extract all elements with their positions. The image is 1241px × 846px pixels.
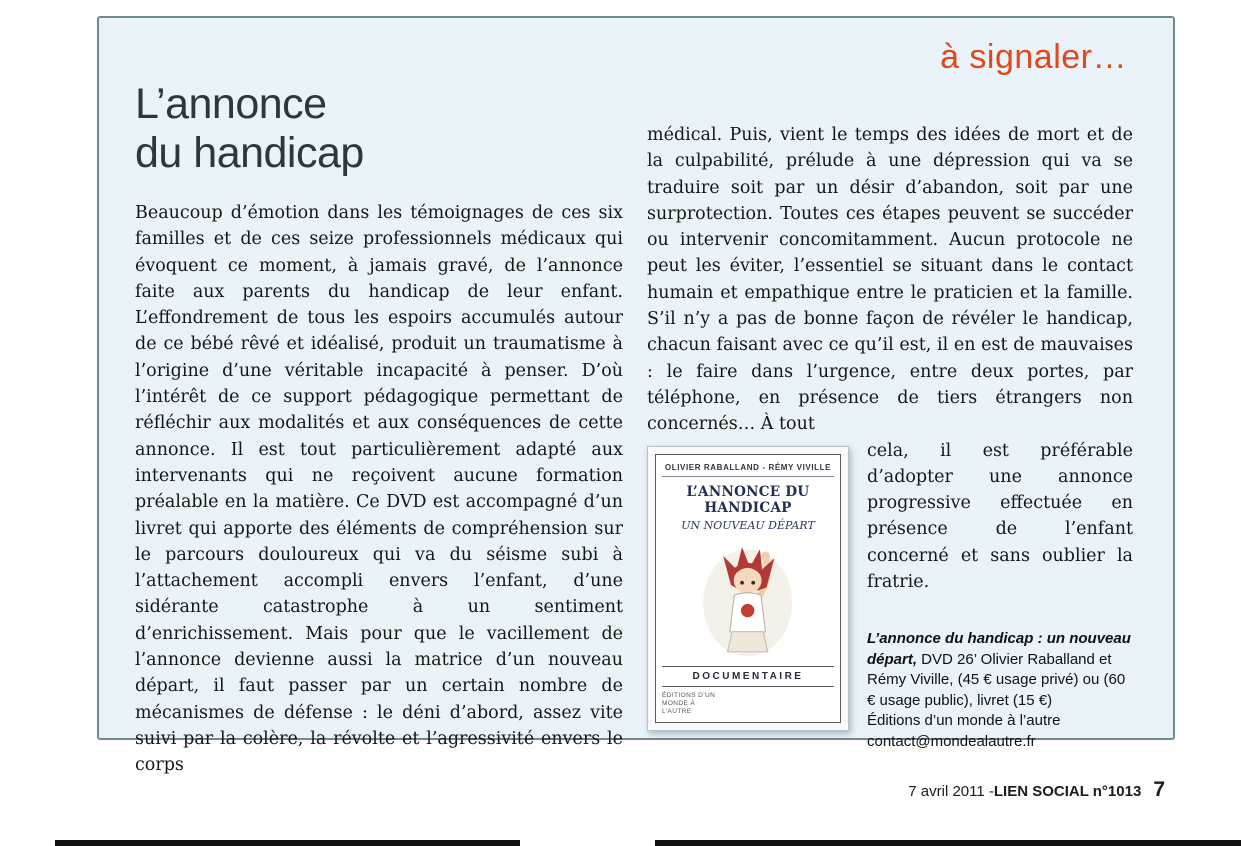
section-label: à signaler… xyxy=(940,38,1127,76)
dvd-cover xyxy=(647,446,849,731)
article-title-line1: L’annonce xyxy=(135,80,327,128)
scan-artifact-left xyxy=(55,840,520,846)
right-column-text-top: médical. Puis, vient le temps des idées de mort et de la culpabilité, prélude à une dépression qui va se traduire soit par un désir d’abandon, soit par une surprotection. Toutes ces étapes peuvent se succéder ou intervenir concomitamment. Aucun protocole ne peut les éviter, l’essentiel se situant dans le contact humain et empathique entre le praticien et la famille. S’il n’y a pas de bonne façon de révéler le handicap, chacun faisant avec ce qu’il est, il en est de mauvaises : le faire dans l’urgence, entre deux portes, par téléphone, en présence de tiers étrangers non concernés… À tout xyxy=(647,125,1133,435)
article-panel xyxy=(97,16,1175,776)
article-title xyxy=(135,80,364,178)
caption-contact-email: contact@mondealautre.fr xyxy=(867,732,1036,750)
right-column xyxy=(647,122,1133,752)
dvd-title: L’ANNONCE DU HANDICAP xyxy=(686,483,810,516)
footer-magazine-name: LIEN SOCIAL n°1013 xyxy=(993,783,1142,800)
article-title-line2: du handicap xyxy=(135,129,364,177)
dvd-genre: DOCUMENTAIRE xyxy=(662,666,834,687)
page-footer xyxy=(908,778,1165,802)
dvd-cover-inner xyxy=(655,454,841,723)
dvd-authors: OLIVIER RABALLAND - RÉMY VIVILLE xyxy=(662,463,834,477)
dvd-cover-illustration xyxy=(662,536,834,664)
caption-publisher: Éditions d’un monde à l’autre xyxy=(867,712,1061,730)
footer-date: 7 avril 2011 - xyxy=(908,783,994,800)
right-column-text-wrap: cela, il est préférable d’adopter une annonce progressive effectuée en présence de l’enfant concerné et sans oublier la fratrie. xyxy=(867,440,1133,593)
caption-details: DVD 26’ Olivier Raballand et Rémy Viville, (45 € usage privé) ou (60 € usage public), livret (15 €) xyxy=(867,650,1126,709)
left-column-text: Beaucoup d’émotion dans les témoignages de ces six familles et de ces seize professionnels médicaux qui évoquent ce moment, à jamais gravé, de l’annonce faite aux parents du handicap de leur enfant. L’effondrement de tous les espoirs accumulés autour de ce bébé rêvé et idéalisé, produit un traumatisme à l’origine d’une véritable incapacité à penser. D’où l’intérêt de ce support pédagogique permettant de réfléchir aux modalités et aux conséquences de cette annonce. Il est tout particulièrement adapté aux intervenants qui ne reçoivent aucune formation préalable en la matière. Ce DVD est accompagné d’un livret qui apporte des éléments de compréhension sur le parcours douloureux qui va du séisme subi à l’attachement accompli envers l’enfant, d’une sidérante catastrophe à un sentiment d’enrichissement. Mais pour que le vacillement de l’annonce devienne aussi la matrice d’un nouveau départ, il faut passer par un certain nombre de mécanismes de défense : le déni d’abord, assez vite suivi par la colère, la révolte et l’agressivité envers le corps xyxy=(135,203,623,776)
dvd-cover-wrapper xyxy=(647,446,849,731)
caption-title: L’annonce du handicap : un nouveau départ, xyxy=(867,630,1131,668)
dvd-publisher-logo: ÉDITIONS D’UN MONDE À L’AUTRE xyxy=(662,691,716,715)
dvd-subtitle: UN NOUVEAU DÉPART xyxy=(681,518,815,532)
scan-artifact-right xyxy=(655,840,1241,846)
footer-page-number: 7 xyxy=(1153,778,1165,801)
